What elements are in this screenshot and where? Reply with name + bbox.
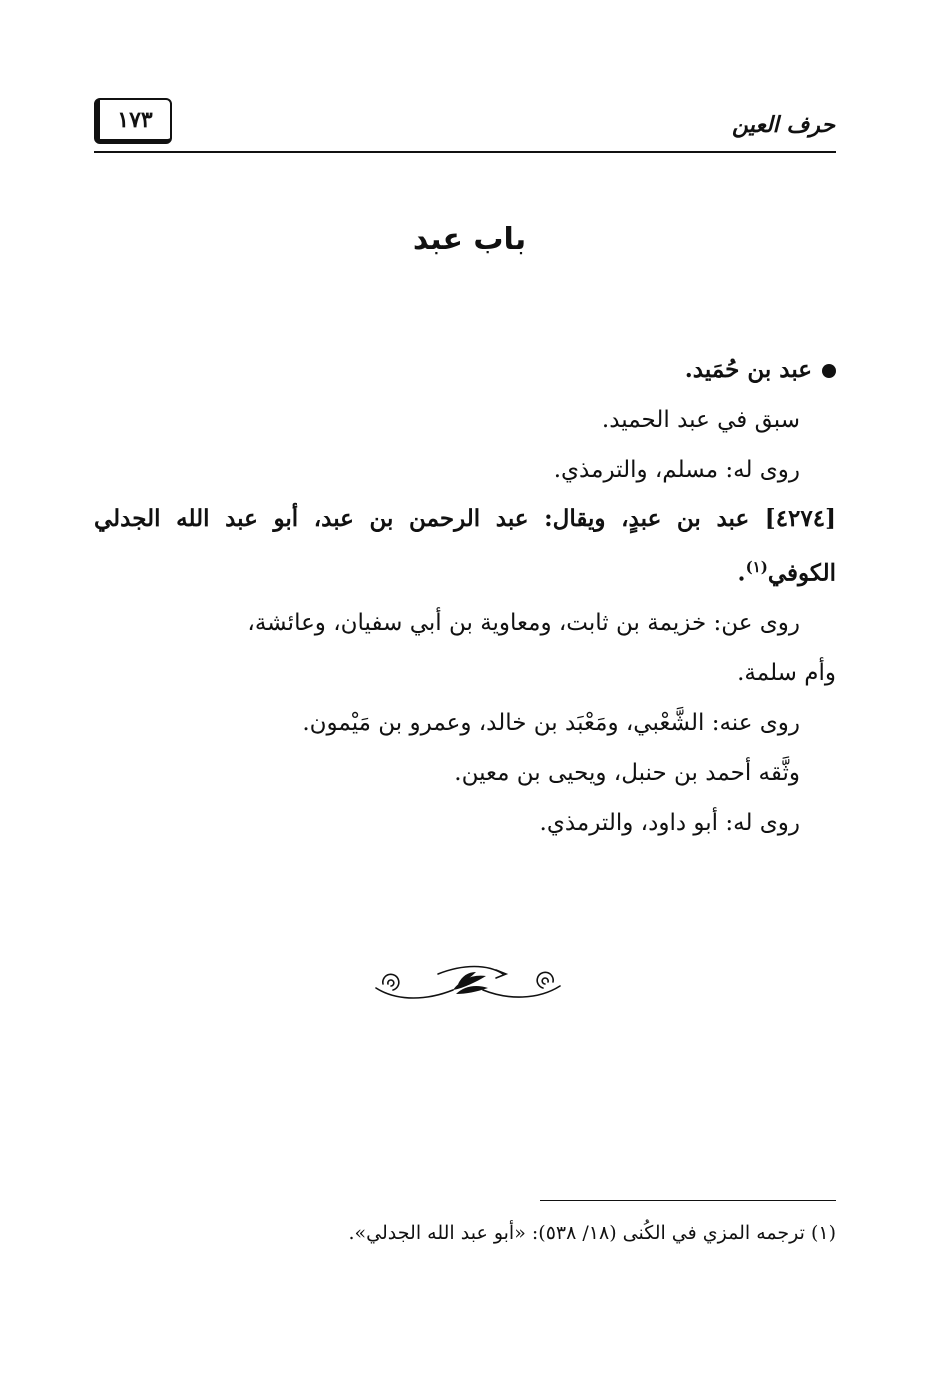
reported-by-line: روى له: أبو داود، والترمذي. — [539, 809, 800, 836]
entry-name: عبد بن حُمَيد. — [684, 356, 812, 383]
page-number: ١٧٣ — [117, 106, 153, 133]
narrated-from-line: روى عن: خزيمة بن ثابت، ومعاوية بن أبي سفيان، وعائشة، — [247, 609, 800, 636]
trusted-by-line: وثَّقه أحمد بن حنبل، ويحيى بن معين. — [454, 759, 800, 786]
main-text — [94, 345, 836, 848]
heading-end: . — [737, 559, 746, 587]
entry-abd-bin-humaid — [94, 345, 836, 395]
narrated-by-line: روى عنه: الشَّعْبي، ومَعْبَد بن خالد، وعمرو بن مَيْمون. — [302, 709, 800, 736]
running-header-title: حرف العين — [731, 112, 835, 138]
entry-line: روى له: مسلم، والترمذي. — [553, 457, 800, 483]
ornament-divider-icon — [368, 960, 568, 1010]
page-number-box — [94, 98, 172, 144]
footnote-rule — [540, 1200, 836, 1201]
entry-heading-text: [٤٢٧٤] عبد بن عبدٍ، ويقال: عبد الرحمن بن عبد، أبو عبد الله الجدلي الكوفي — [94, 505, 836, 587]
footnote: (١) ترجمه المزي في الكُنى (١٨/ ٥٣٨): «أبو عبد الله الجدلي». — [348, 1222, 836, 1244]
footnote-ref: (١) — [745, 558, 768, 576]
entry-4274-heading — [94, 495, 836, 598]
chapter-title: باب عبد — [412, 222, 527, 257]
header-rule — [94, 151, 836, 153]
entry-line: سبق في عبد الحميد. — [601, 407, 800, 433]
bullet-icon — [822, 364, 836, 378]
narrated-from-line-2: وأم سلمة. — [737, 659, 836, 686]
